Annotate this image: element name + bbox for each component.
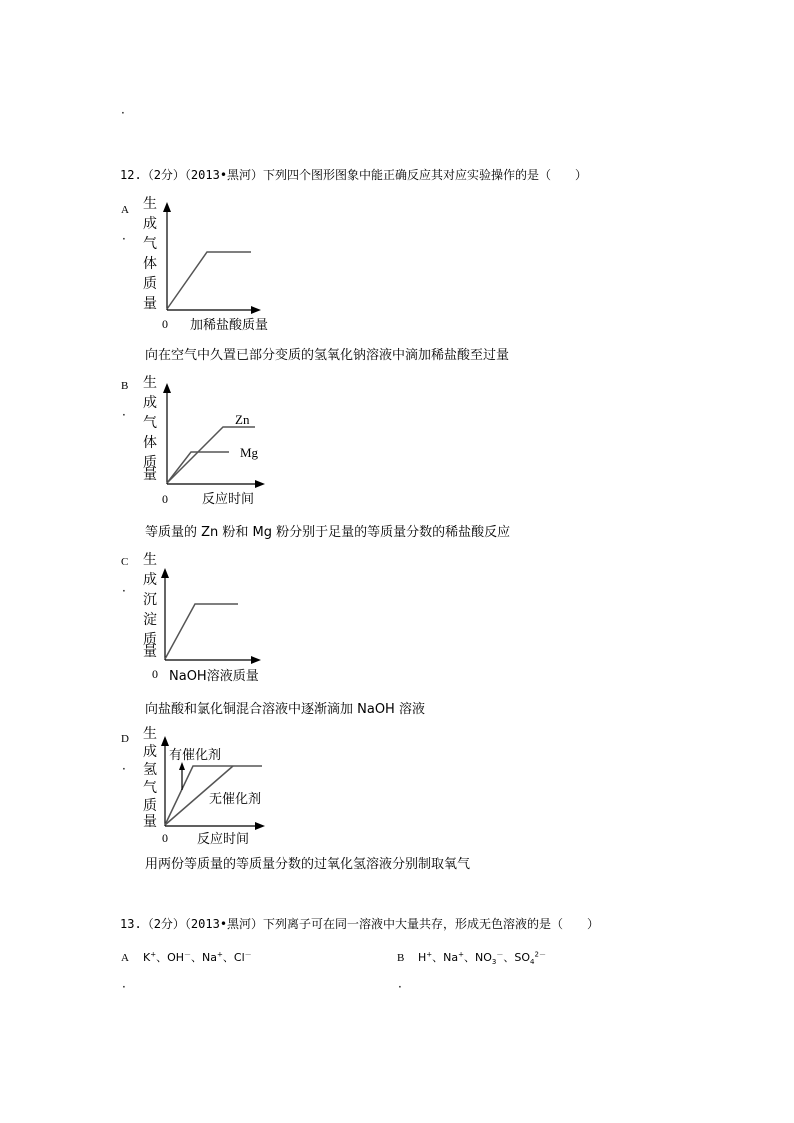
y-label-char: 淀 bbox=[143, 612, 157, 628]
separator: 、 bbox=[464, 951, 476, 964]
question-13-stem bbox=[120, 915, 599, 932]
without-catalyst-label: 无催化剂 bbox=[209, 792, 262, 807]
y-axis-arrow bbox=[161, 736, 169, 746]
ion-na: Na bbox=[443, 951, 459, 964]
separator: 、 bbox=[191, 951, 203, 964]
x-axis-label: NaOH溶液质量 bbox=[169, 669, 259, 684]
y-label-char: 气 bbox=[143, 415, 157, 431]
question-source: （2013•黑河） bbox=[184, 168, 264, 182]
q13-option-b-dot: · bbox=[398, 980, 402, 994]
question-number: 13. bbox=[120, 917, 142, 931]
separator: 、 bbox=[222, 951, 234, 964]
option-b-caption: 等质量的 Zn 粉和 Mg 粉分别于足量的等质量分数的稀盐酸反应 bbox=[145, 525, 511, 540]
y-label-char: 生 bbox=[143, 552, 157, 568]
top-dot: · bbox=[121, 106, 125, 120]
ion-cl: Cl bbox=[233, 951, 245, 964]
ion-h: H bbox=[418, 951, 427, 964]
q13-option-a-letter[interactable]: A bbox=[121, 952, 129, 964]
option-c-letter[interactable]: C bbox=[121, 556, 129, 568]
y-label-char: 生 bbox=[143, 196, 157, 212]
option-d-dot: · bbox=[122, 762, 126, 776]
x-axis-label: 加稀盐酸质量 bbox=[190, 318, 269, 333]
y-label-char: 成 bbox=[143, 216, 157, 232]
y-label-char: 生 bbox=[143, 726, 157, 742]
y-axis-arrow bbox=[161, 568, 169, 578]
question-12-stem bbox=[120, 166, 587, 183]
ion-na: Na bbox=[202, 951, 218, 964]
y-label-char: 量 bbox=[143, 644, 157, 660]
graph-a bbox=[135, 190, 295, 340]
with-catalyst-label: 有催化剂 bbox=[169, 748, 222, 763]
y-label-char: 体 bbox=[143, 256, 157, 272]
curve bbox=[167, 252, 251, 309]
y-label-char: 量 bbox=[143, 296, 157, 312]
zn-label: Zn bbox=[235, 412, 250, 427]
x-axis-arrow bbox=[251, 306, 261, 314]
question-source: （2013•黑河） bbox=[184, 917, 264, 931]
y-label-char: 体 bbox=[143, 435, 157, 451]
origin-label: 0 bbox=[162, 831, 168, 845]
question-text: 下列四个图形图象中能正确反应其对应实验操作的是（ ） bbox=[263, 168, 588, 182]
ion-k: K bbox=[143, 951, 151, 964]
y-axis-arrow bbox=[163, 202, 171, 212]
y-axis-arrow bbox=[163, 383, 171, 393]
ion-oh: OH bbox=[167, 951, 185, 964]
y-label-char: 成 bbox=[143, 744, 157, 760]
y-label-char: 成 bbox=[143, 395, 157, 411]
pointer-arrow-head bbox=[179, 762, 185, 770]
option-b-dot: · bbox=[122, 408, 126, 422]
separator: 、 bbox=[432, 951, 444, 964]
question-text: 下列离子可在同一溶液中大量共存，形成无色溶液的是（ ） bbox=[263, 917, 600, 931]
y-label-char: 质 bbox=[143, 455, 157, 471]
y-label-char: 质 bbox=[143, 632, 157, 648]
ion-so4: SO bbox=[514, 951, 531, 964]
option-b-letter[interactable]: B bbox=[121, 380, 129, 392]
y-label-char: 沉 bbox=[143, 592, 157, 608]
option-a-letter[interactable]: A bbox=[121, 204, 129, 216]
y-label-char: 生 bbox=[143, 375, 157, 391]
option-a-dot: · bbox=[122, 232, 126, 246]
y-label-char: 质 bbox=[143, 276, 157, 292]
x-axis-label: 反应时间 bbox=[197, 832, 250, 847]
separator: 、 bbox=[156, 951, 168, 964]
x-axis-arrow bbox=[255, 480, 265, 488]
curve bbox=[165, 604, 238, 659]
option-a-caption: 向在空气中久置已部分变质的氢氧化钠溶液中滴加稀盐酸至过量 bbox=[145, 348, 510, 363]
question-points: （2分） bbox=[141, 917, 185, 931]
option-c-caption: 向盐酸和氯化铜混合溶液中逐渐滴加 NaOH 溶液 bbox=[145, 702, 425, 717]
y-label-char: 氢 bbox=[143, 762, 157, 778]
x-axis-label: 反应时间 bbox=[202, 492, 255, 507]
option-c-dot: · bbox=[122, 584, 126, 598]
graph-b bbox=[135, 369, 295, 519]
q13-option-b-letter[interactable]: B bbox=[397, 952, 405, 964]
graph-d bbox=[135, 722, 295, 854]
y-label-char: 量 bbox=[143, 467, 157, 483]
option-d-letter[interactable]: D bbox=[121, 733, 129, 745]
x-axis-arrow bbox=[255, 822, 265, 830]
separator: 、 bbox=[503, 951, 515, 964]
question-number: 12. bbox=[120, 168, 142, 182]
origin-label: 0 bbox=[162, 492, 168, 506]
y-label-char: 气 bbox=[143, 236, 157, 252]
y-label-char: 成 bbox=[143, 572, 157, 588]
y-label-char: 气 bbox=[143, 780, 157, 796]
y-label-char: 质 bbox=[143, 798, 157, 814]
q13-option-b-ions: H+、Na+、$NO_3^-$、$SO_4^{2-}$ bbox=[418, 950, 546, 967]
y-label-char: 量 bbox=[143, 814, 157, 830]
question-points: （2分） bbox=[141, 168, 185, 182]
option-d-caption: 用两份等质量的等质量分数的过氧化氢溶液分别制取氧气 bbox=[145, 857, 471, 872]
origin-label: 0 bbox=[162, 317, 168, 331]
mg-label: Mg bbox=[240, 445, 259, 460]
origin-label: 0 bbox=[152, 667, 158, 681]
mg-curve bbox=[167, 452, 229, 483]
ion-no3: NO bbox=[475, 951, 492, 964]
graph-c bbox=[135, 546, 295, 691]
x-axis-arrow bbox=[251, 656, 261, 664]
q13-option-a-dot: · bbox=[122, 980, 126, 994]
q13-option-a-ions: K+、OH－、Na+、Cl－ bbox=[143, 950, 252, 964]
